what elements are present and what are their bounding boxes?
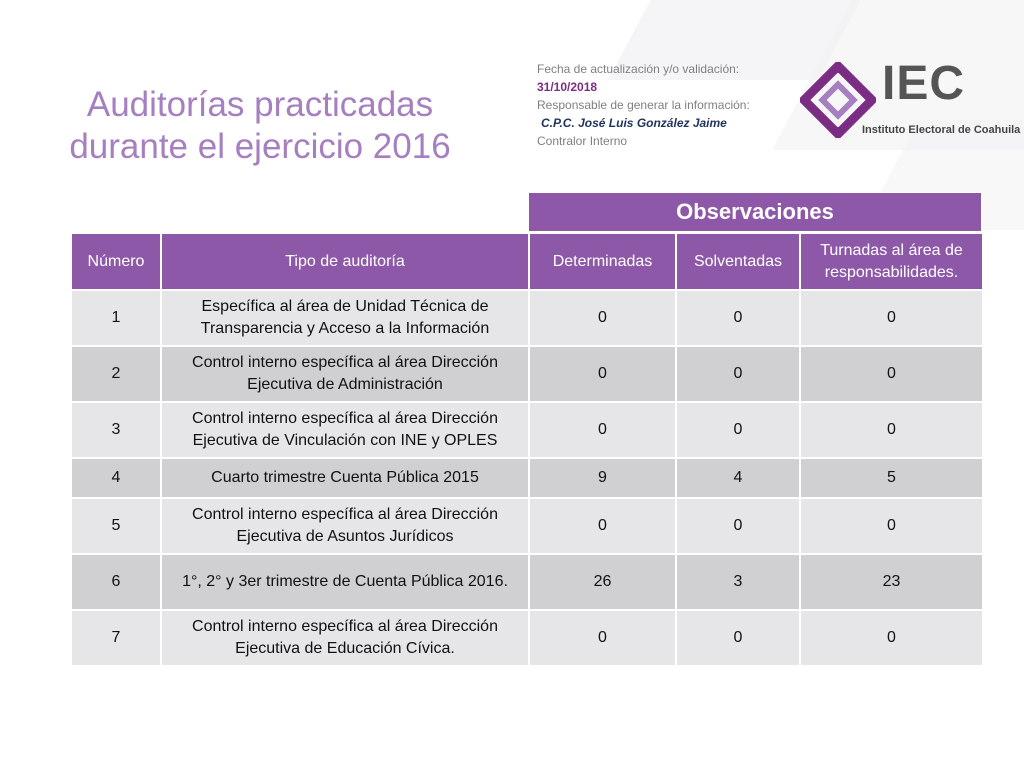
- iec-logo: [800, 57, 1021, 142]
- cell-determinadas: 0: [529, 290, 676, 346]
- table-row: [71, 458, 983, 498]
- cell-turnadas: 0: [800, 290, 983, 346]
- update-label: Fecha de actualización y/o validación:: [537, 62, 740, 76]
- table-row: [71, 402, 983, 458]
- cell-tipo: Control interno específica al área Dirección Ejecutiva de Administración: [161, 346, 529, 402]
- page-title: Auditorías practicadas durante el ejercicio 2016: [69, 85, 451, 166]
- header-solventadas: Solventadas: [676, 233, 800, 290]
- cell-solventadas: 0: [676, 610, 800, 666]
- cell-determinadas: 9: [529, 458, 676, 498]
- cell-numero: 1: [71, 290, 161, 346]
- header-numero: Número: [71, 233, 161, 290]
- cell-turnadas: 0: [800, 498, 983, 554]
- table-row: [71, 610, 983, 666]
- cell-turnadas: 0: [800, 610, 983, 666]
- cell-solventadas: 0: [676, 402, 800, 458]
- cell-tipo: Control interno específica al área Dirección Ejecutiva de Asuntos Jurídicos: [161, 498, 529, 554]
- cell-numero: 6: [71, 554, 161, 610]
- table-row: [71, 346, 983, 402]
- logo-subtitle: Instituto Electoral de Coahuila: [862, 124, 1021, 136]
- cell-tipo: Control interno específica al área Dirección Ejecutiva de Vinculación con INE y OPLES: [161, 402, 529, 458]
- cell-determinadas: 0: [529, 346, 676, 402]
- logo-wordmark: IEC: [882, 57, 966, 110]
- cell-turnadas: 0: [800, 346, 983, 402]
- cell-numero: 5: [71, 498, 161, 554]
- metadata-block: [537, 60, 750, 150]
- table-row: [71, 498, 983, 554]
- cell-determinadas: 0: [529, 610, 676, 666]
- update-date: 31/10/2018: [537, 80, 598, 94]
- cell-determinadas: 0: [529, 498, 676, 554]
- responsible-name: C.P.C. José Luis González Jaime: [541, 116, 727, 130]
- table-row: [71, 290, 983, 346]
- cell-solventadas: 0: [676, 290, 800, 346]
- cell-tipo: Cuarto trimestre Cuenta Pública 2015: [161, 458, 529, 498]
- table-row: [71, 554, 983, 610]
- cell-numero: 2: [71, 346, 161, 402]
- cell-solventadas: 0: [676, 346, 800, 402]
- audits-table: [70, 232, 984, 667]
- header-turnadas: Turnadas al área de responsabilidades.: [800, 233, 983, 290]
- cell-numero: 4: [71, 458, 161, 498]
- cell-determinadas: 0: [529, 402, 676, 458]
- cell-solventadas: 3: [676, 554, 800, 610]
- cell-tipo: Específica al área de Unidad Técnica de Transparencia y Acceso a la Información: [161, 290, 529, 346]
- table-header-row: [71, 233, 983, 290]
- cell-solventadas: 4: [676, 458, 800, 498]
- cell-tipo: Control interno específica al área Dirección Ejecutiva de Educación Cívica.: [161, 610, 529, 666]
- responsible-label: Responsable de generar la información:: [537, 98, 750, 112]
- cell-turnadas: 23: [800, 554, 983, 610]
- cell-determinadas: 26: [529, 554, 676, 610]
- cell-tipo: 1°, 2° y 3er trimestre de Cuenta Pública 2016.: [161, 554, 529, 610]
- header-determinadas: Determinadas: [529, 233, 676, 290]
- cell-turnadas: 0: [800, 402, 983, 458]
- cell-solventadas: 0: [676, 498, 800, 554]
- responsible-role: Contralor Interno: [537, 134, 628, 148]
- observaciones-header: Observaciones: [528, 192, 982, 232]
- cell-numero: 7: [71, 610, 161, 666]
- header-tipo: Tipo de auditoría: [161, 233, 529, 290]
- cell-numero: 3: [71, 402, 161, 458]
- cell-turnadas: 5: [800, 458, 983, 498]
